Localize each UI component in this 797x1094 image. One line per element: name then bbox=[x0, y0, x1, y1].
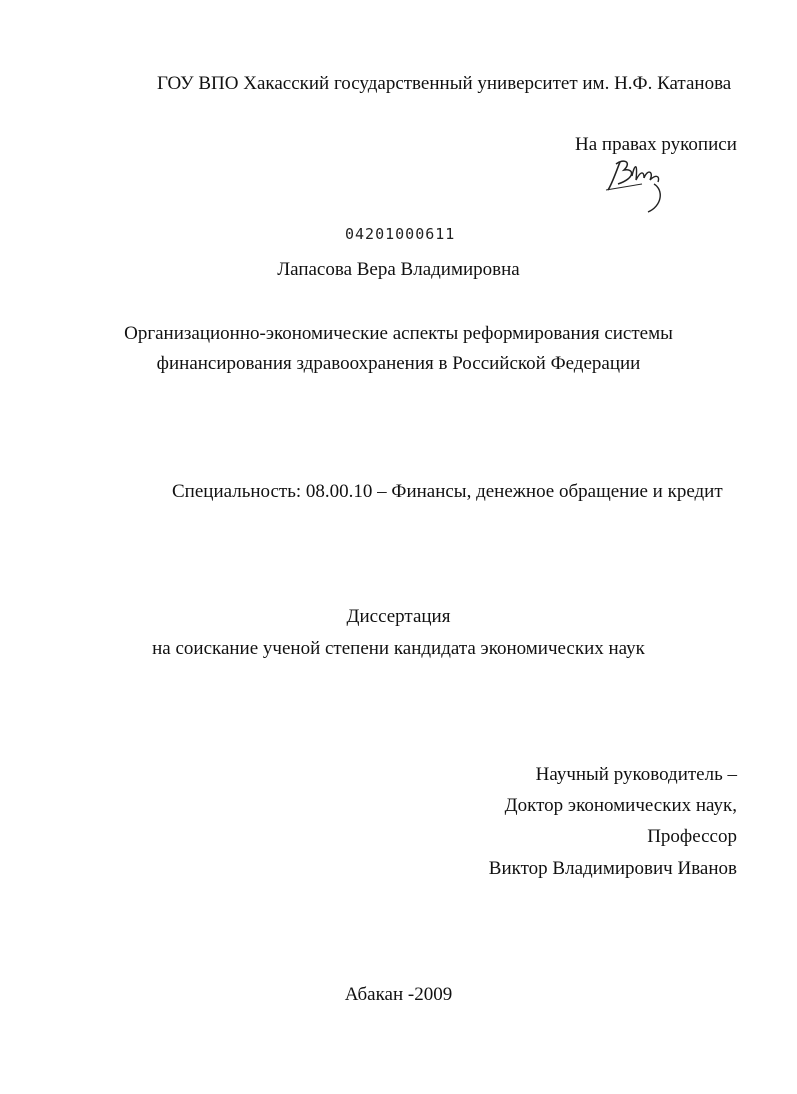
handwritten-signature bbox=[602, 150, 672, 218]
institution-name: ГОУ ВПО Хакасский государственный университет им. Н.Ф. Катанова bbox=[157, 73, 732, 94]
dissertation-title-line-1: Организационно-экономические аспекты реформирования системы bbox=[124, 323, 673, 344]
advisor-degree: Доктор экономических наук, bbox=[504, 795, 737, 816]
advisor-title: Профессор bbox=[647, 826, 737, 847]
specialty: Специальность: 08.00.10 – Финансы, денежное обращение и кредит bbox=[172, 481, 723, 502]
advisor-name: Виктор Владимирович Иванов bbox=[488, 858, 737, 879]
catalog-number: 04201000611 bbox=[345, 225, 456, 243]
work-type: Диссертация bbox=[346, 606, 451, 627]
author-name: Лапасова Вера Владимировна bbox=[277, 259, 520, 280]
manuscript-note: На правах рукописи bbox=[575, 134, 737, 155]
dissertation-title-line-2: финансирования здравоохранения в Российской Федерации bbox=[156, 353, 641, 374]
advisor-label: Научный руководитель – bbox=[535, 764, 737, 785]
degree-statement: на соискание ученой степени кандидата экономических наук bbox=[152, 638, 645, 659]
city-year: Абакан -2009 bbox=[344, 984, 453, 1005]
